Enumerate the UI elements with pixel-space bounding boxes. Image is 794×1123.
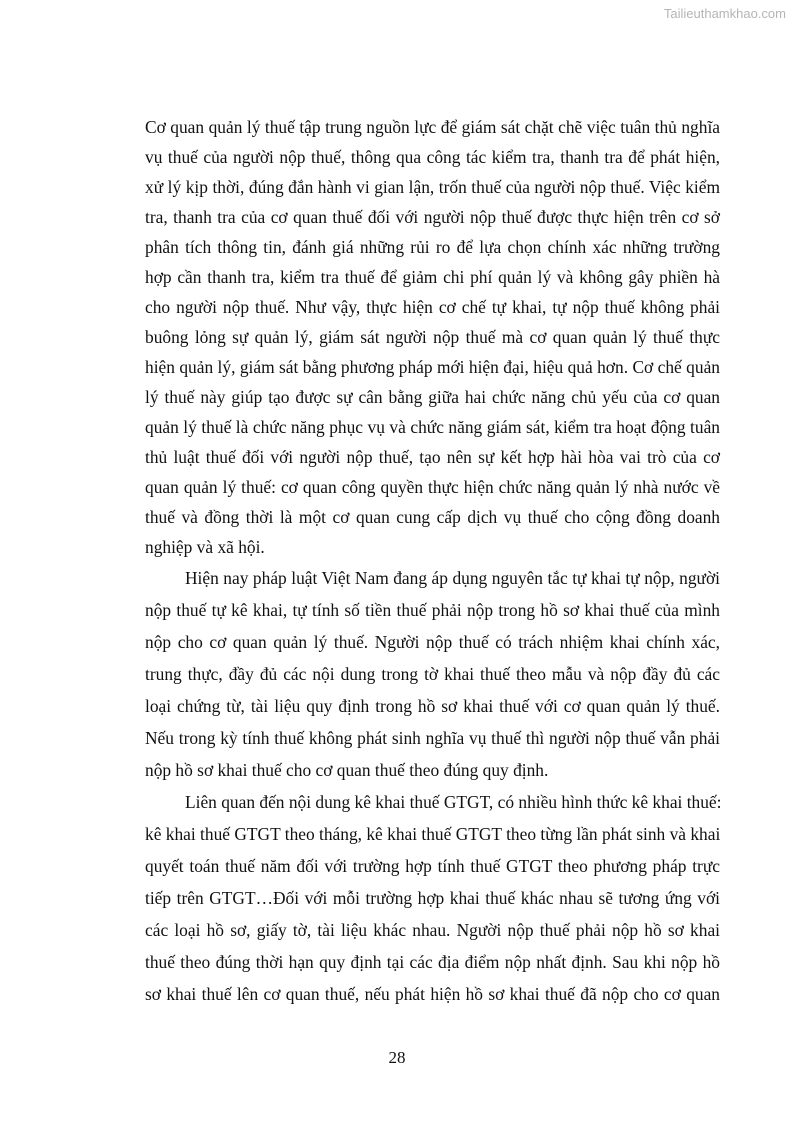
text-line: thuế theo đúng thời hạn quy định tại các địa điểm nộp nhất định. Sau khi nộp hồ (145, 952, 720, 972)
text-line: Cơ quan quản lý thuế tập trung nguồn lực để giám sát chặt chẽ việc tuân thủ nghĩa (145, 117, 720, 137)
paragraph (145, 562, 720, 786)
text-line: quan quản lý thuế: cơ quan công quyền thực hiện chức năng quản lý nhà nước về (145, 477, 720, 497)
text-line: tra, thanh tra của cơ quan thuế đối với người nộp thuế được thực hiện trên cơ sở (145, 207, 720, 227)
text-line: Hiện nay pháp luật Việt Nam đang áp dụng nguyên tắc tự khai tự nộp, người (185, 568, 720, 588)
page-number: 28 (388, 1048, 406, 1067)
text-line: Liên quan đến nội dung kê khai thuế GTGT, có nhiều hình thức kê khai thuế: (185, 792, 722, 812)
text-line: cho người nộp thuế. Như vậy, thực hiện cơ chế tự khai, tự nộp thuế không phải (145, 297, 720, 317)
text-line: nộp hồ sơ khai thuế cho cơ quan thuế theo đúng quy định. (145, 760, 549, 780)
text-line: vụ thuế của người nộp thuế, thông qua công tác kiểm tra, thanh tra để phát hiện, (145, 147, 720, 167)
text-line: thuế và đồng thời là một cơ quan cung cấp dịch vụ thuế cho cộng đồng doanh (145, 507, 720, 527)
text-line: hợp cần thanh tra, kiểm tra thuế để giảm chi phí quản lý và không gây phiền hà (145, 267, 720, 287)
paragraph (145, 112, 720, 562)
text-line: kê khai thuế GTGT theo tháng, kê khai thuế GTGT theo từng lần phát sinh và khai (145, 824, 721, 844)
text-line: phân tích thông tin, đánh giá những rủi ro để lựa chọn chính xác những trường (145, 237, 720, 257)
text-line: Nếu trong kỳ tính thuế không phát sinh nghĩa vụ thuế thì người nộp thuế vẫn phải (145, 728, 720, 748)
text-line: xử lý kịp thời, đúng đắn hành vi gian lận, trốn thuế của người nộp thuế. Việc kiểm (145, 177, 720, 197)
paragraph (145, 786, 720, 1010)
text-line: quản lý thuế là chức năng phục vụ và chức năng giám sát, kiểm tra hoạt động tuân (145, 417, 720, 437)
text-line: hiện quản lý, giám sát bằng phương pháp mới hiện đại, hiệu quả hơn. Cơ chế quản (145, 357, 720, 377)
text-line: lý thuế này giúp tạo được sự cân bằng giữa hai chức năng chủ yếu của cơ quan (145, 387, 720, 407)
text-line: buông lỏng sự quản lý, giám sát người nộp thuế mà cơ quan quản lý thuế thực (145, 327, 720, 347)
text-line: sơ khai thuế lên cơ quan thuế, nếu phát hiện hồ sơ khai thuế đã nộp cho cơ quan (145, 984, 720, 1004)
watermark: Tailieuthamkhao.com (663, 6, 786, 21)
text-line: các loại hồ sơ, giấy tờ, tài liệu khác nhau. Người nộp thuế phải nộp hồ sơ khai (145, 920, 720, 940)
text-line: quyết toán thuế năm đối với trường hợp tính thuế GTGT theo phương pháp trực (145, 856, 720, 876)
text-line: nộp thuế tự kê khai, tự tính số tiền thuế phải nộp trong hồ sơ khai thuế của mình (145, 600, 720, 620)
text-line: trung thực, đầy đủ các nội dung trong tờ khai thuế theo mẫu và nộp đầy đủ các (145, 664, 720, 684)
text-line: loại chứng từ, tài liệu quy định trong hồ sơ khai thuế với cơ quan quản lý thuế. (145, 696, 720, 716)
text-line: thủ luật thuế đối với người nộp thuế, tạo nên sự kết hợp hài hòa vai trò của cơ (145, 447, 720, 467)
text-line: nghiệp và xã hội. (145, 537, 265, 557)
text-line: tiếp trên GTGT…Đối với mỗi trường hợp khai thuế khác nhau sẽ tương ứng với (145, 888, 720, 908)
text-line: nộp cho cơ quan quản lý thuế. Người nộp thuế có trách nhiệm khai chính xác, (145, 632, 720, 652)
